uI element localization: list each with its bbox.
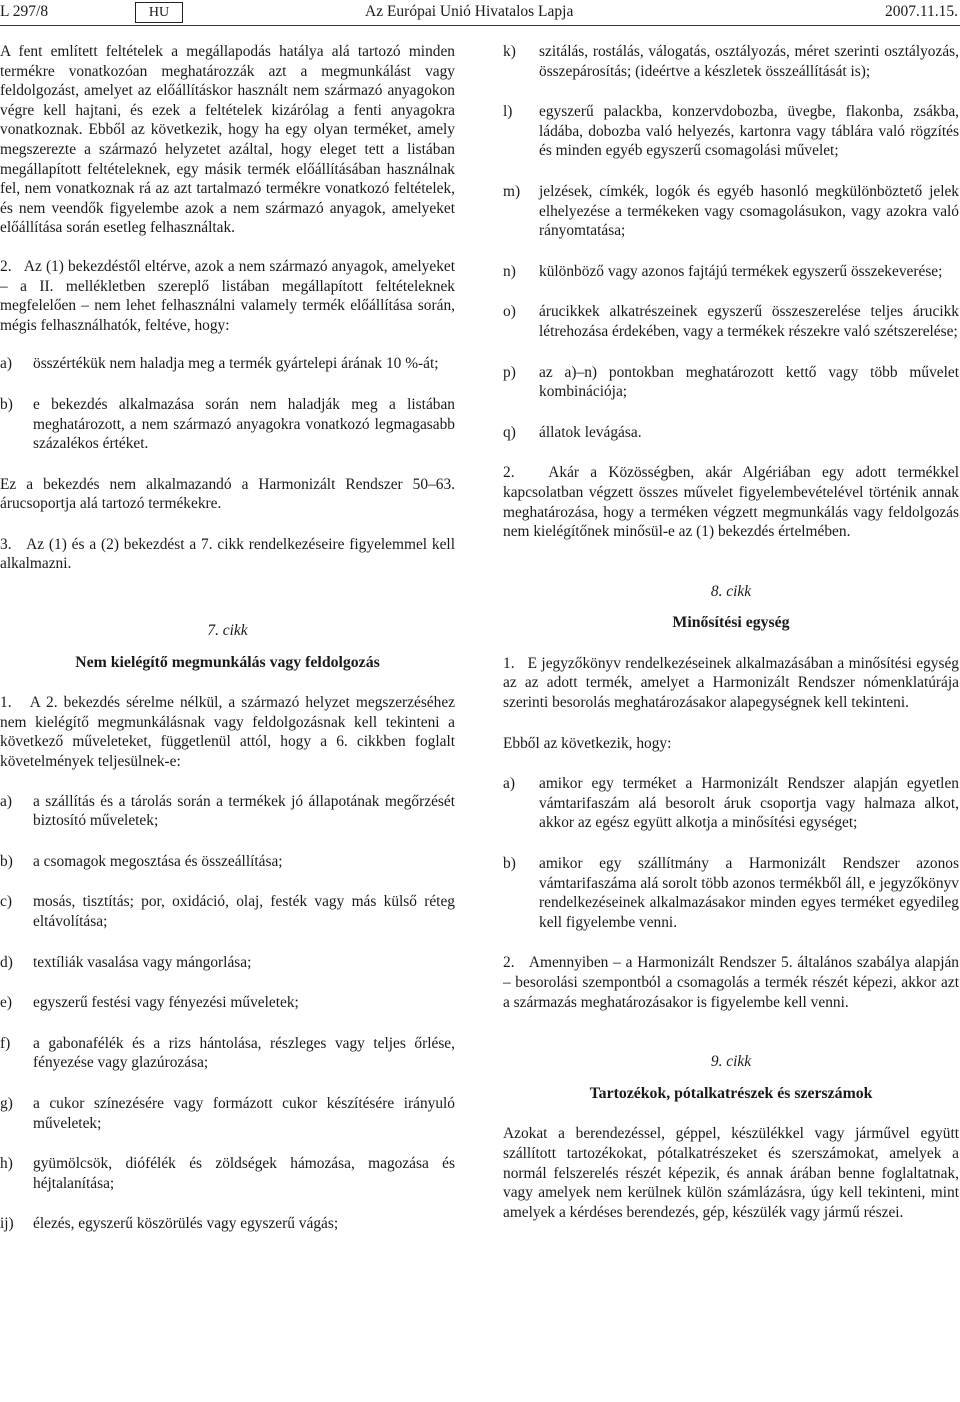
list-item-label: m) [503, 182, 521, 200]
list-item [0, 953, 455, 973]
paragraph: 3. Az (1) és a (2) bekezdést a 7. cikk rendelkezéseire figyelemmel kell alkalmazni. [0, 535, 455, 573]
list-item-text: árucikkek alkatrészeinek egyszerű összeszerelése teljes árucikk létrehozása érdekében, vagy a termékek részekre való szétszerelése; [539, 303, 959, 340]
list-item [503, 182, 959, 241]
list-item-label: h) [0, 1155, 13, 1173]
list-item [0, 1214, 455, 1234]
list-item [503, 302, 959, 341]
language-badge: HU [135, 2, 183, 23]
list-item-label: l) [503, 103, 513, 121]
list-item-text: textíliák vasalása vagy mángorlása; [33, 953, 252, 971]
list-item-label: ij) [0, 1215, 14, 1233]
list-item-label: f) [0, 1034, 11, 1052]
paragraph: 2. Akár a Közösségben, akár Algériában egy adott termékkel kapcsolatban végzett összes művelet figyelembevételével történik annak meghatározása, hogy a terméken végzett megmunkálás vagy feldolgozás nem kielégítőnek minősül-e az (1) bekezdés értelmében. [503, 464, 959, 541]
page-header [0, 0, 960, 26]
paragraph: 2. Az (1) bekezdéstől eltérve, azok a nem származó anyagok, amelyeket – a II. mellékletben szereplő listában megállapított feltételeknek megfelelően – nem lehet felhasználni valamely termék előállítása során, mégis felhasználhatók, feltéve, hogy: [0, 257, 455, 334]
list-item-text: összértékük nem haladja meg a termék gyártelepi árának 10 %-át; [33, 355, 439, 373]
list-item-text: a gabonafélék és a rizs hántolása, részleges vagy teljes őrlése, fényezése vagy glazúrozása; [33, 1034, 455, 1072]
list-item-label: d) [0, 953, 13, 971]
list-item [0, 1154, 455, 1193]
list-item-text: e bekezdés alkalmazása során nem haladják meg a listában meghatározott, a nem származó anyagokra vonatkozó legmagasabb százalékos értéket. [33, 395, 455, 453]
article-title: Minősítési egység [672, 614, 790, 632]
paragraph: 1. A 2. bekezdés sérelme nélkül, a származó helyzet megszerzéséhez nem kielégítő megmunkálásnak vagy feldolgozásnak kell tekinteni a következő műveleteket, függetlenül attól, hogy a 6. cikkben foglalt követelmények teljesülnek-e: [0, 694, 455, 771]
list-item [503, 774, 959, 833]
list-item [0, 852, 455, 872]
right-column [503, 42, 959, 1222]
list-item [503, 102, 959, 161]
list-item-label: g) [0, 1094, 13, 1112]
list-item-label: a) [0, 355, 12, 373]
list-item-label: p) [503, 363, 516, 381]
list-item-label: a) [0, 792, 12, 810]
list-item-text: a csomagok megosztása és összeállítása; [33, 852, 283, 870]
list-item-text: élezés, egyszerű köszörülés vagy egyszerű vágás; [33, 1215, 339, 1233]
list-item [503, 423, 959, 443]
list-item-label: c) [0, 893, 12, 911]
paragraph: 2. Amennyiben – a Harmonizált Rendszer 5. általános szabálya alapján – besorolási szempontból a csomagolás a termék részét képezi, akkor azt a származás meghatározásakor is figyelembe kell venni. [503, 954, 959, 1011]
paragraph: Ez a bekezdés nem alkalmazandó a Harmonizált Rendszer 50–63. árucsoportja alá tartozó termékekre. [0, 475, 455, 513]
list-item [503, 42, 959, 81]
list-item-label: k) [503, 43, 516, 60]
list-item-text: különböző vagy azonos fajtájú termékek egyszerű összekeverése; [539, 262, 943, 280]
list-item-label: a) [503, 775, 515, 793]
list-item-text: gyümölcsök, diófélék és zöldségek hámozása, magozása és héjtalanítása; [33, 1155, 455, 1192]
publication-date: 2007.11.15. [884, 3, 958, 20]
list-item-text: a cukor színezésére vagy formázott cukor készítésére irányuló műveletek; [33, 1094, 455, 1132]
article-title: Nem kielégítő megmunkálás vagy feldolgozás [75, 653, 380, 671]
paragraph: Azokat a berendezéssel, géppel, készülékkel vagy járművel együtt szállított tartozékokat, pótalkatrészeket és szerszámokat, amelyek a normál felszerelés részét képezik, és annak árában benne foglaltatnak, vagy amelyek nem kerülnek külön számlázásra, úgy kell tekinteni, mint amelyek a kérdéses berendezés, gép, készülék vagy jármű részei. [503, 1125, 959, 1221]
list-item [0, 395, 455, 454]
journal-reference: L 297/8 [0, 3, 49, 20]
list-item [503, 854, 959, 932]
list-item [503, 262, 959, 282]
header-rule [0, 25, 960, 26]
list-item-text: jelzések, címkék, logók és egyéb hasonló megkülönböztető jelek elhelyezése a termékeken vagy csomagolásukon, vagy azokra való rányomtatása; [539, 182, 959, 240]
list-item [503, 363, 959, 402]
paragraph: Ebből az következik, hogy: [503, 734, 672, 752]
list-item-label: o) [503, 303, 516, 321]
list-item [0, 354, 455, 374]
list-item-text: amikor egy szállítmány a Harmonizált Rendszer azonos vámtarifaszáma alá sorolt több azonos termékből áll, e jegyzőkönyv rendelkezéseinek alkalmazásakor minden egyes terméket egyedileg kell figyelembe venni. [539, 855, 959, 931]
list-item-text: állatok levágása. [539, 423, 642, 441]
list-item-label: n) [503, 262, 516, 280]
left-column [0, 42, 455, 1234]
list-item [0, 792, 455, 831]
list-item-text: egyszerű palackba, konzervdobozba, üvegbe, flakonba, zsákba, ládába, dobozba való helyezés, kartonra vagy táblára való rögzítés és minden egyéb egyszerű csomagolási művelet; [539, 103, 959, 160]
list-item-text: amikor egy terméket a Harmonizált Rendszer alapján egyetlen vámtarifaszám alá besorolt áruk csoportja vagy halmaza alkot, akkor az egész együtt alkotja a minősítési egységet; [539, 775, 959, 832]
list-item-label: b) [0, 852, 13, 870]
list-item [0, 993, 455, 1013]
list-item-label: e) [0, 994, 12, 1012]
list-item-text: a szállítás és a tárolás során a termékek jó állapotának megőrzését biztosító műveletek; [33, 792, 455, 830]
list-item-label: b) [503, 855, 516, 873]
paragraph: A fent említett feltételek a megállapodás hatálya alá tartozó minden termékre vonatkozóan meghatározzák azt a megmunkálást vagy feldolgozást, amelyet az előállításkor használt nem származó anyagokon végre kell hajtani, és ezek a feltételek kizárólag a fenti anyagokra vonatkoznak. Ebből az következik, hogy ha egy olyan terméket, amely megszerezte a származó helyzetet azáltal, hogy eleget tett a listában megállapított feltételeknek, egy másik termék előállításában használnak fel, nem vonatkoznak rá az azt tartalmazó termékre vonatkozó feltételek, és nem veendők figyelembe azok a nem származó anyagok, amelyeket előállítása során esetleg felhasználtak. [0, 43, 455, 237]
paragraph: 1. E jegyzőkönyv rendelkezéseinek alkalmazásában a minősítési egység az az adott termék, amelyet a Harmonizált Rendszer nómenklatúrája szerinti besorolás meghatározásakor alapegységnek kell tekinteni. [503, 654, 959, 712]
journal-title: Az Európai Unió Hivatalos Lapja [365, 3, 574, 20]
list-item [0, 1094, 455, 1133]
list-item-text: szitálás, rostálás, válogatás, osztályozás, méret szerinti osztályozás, összepárosítás; (ideértve a készletek összeállítását is); [539, 43, 959, 80]
list-item-label: b) [0, 395, 13, 413]
article-number: 9. cikk [710, 1053, 752, 1071]
list-item-text: mosás, tisztítás; por, oxidáció, olaj, festék vagy más külső réteg eltávolítása; [33, 893, 455, 930]
article-number: 7. cikk [207, 622, 248, 640]
list-item-label: q) [503, 423, 516, 441]
article-title: Tartozékok, pótalkatrészek és szerszámok [589, 1084, 873, 1102]
list-item-text: egyszerű festési vagy fényezési műveletek; [33, 994, 299, 1012]
list-item [0, 1034, 455, 1073]
article-number: 8. cikk [710, 582, 752, 600]
list-item-text: az a)–n) pontokban meghatározott kettő vagy több művelet kombinációja; [539, 363, 959, 401]
list-item [0, 892, 455, 931]
